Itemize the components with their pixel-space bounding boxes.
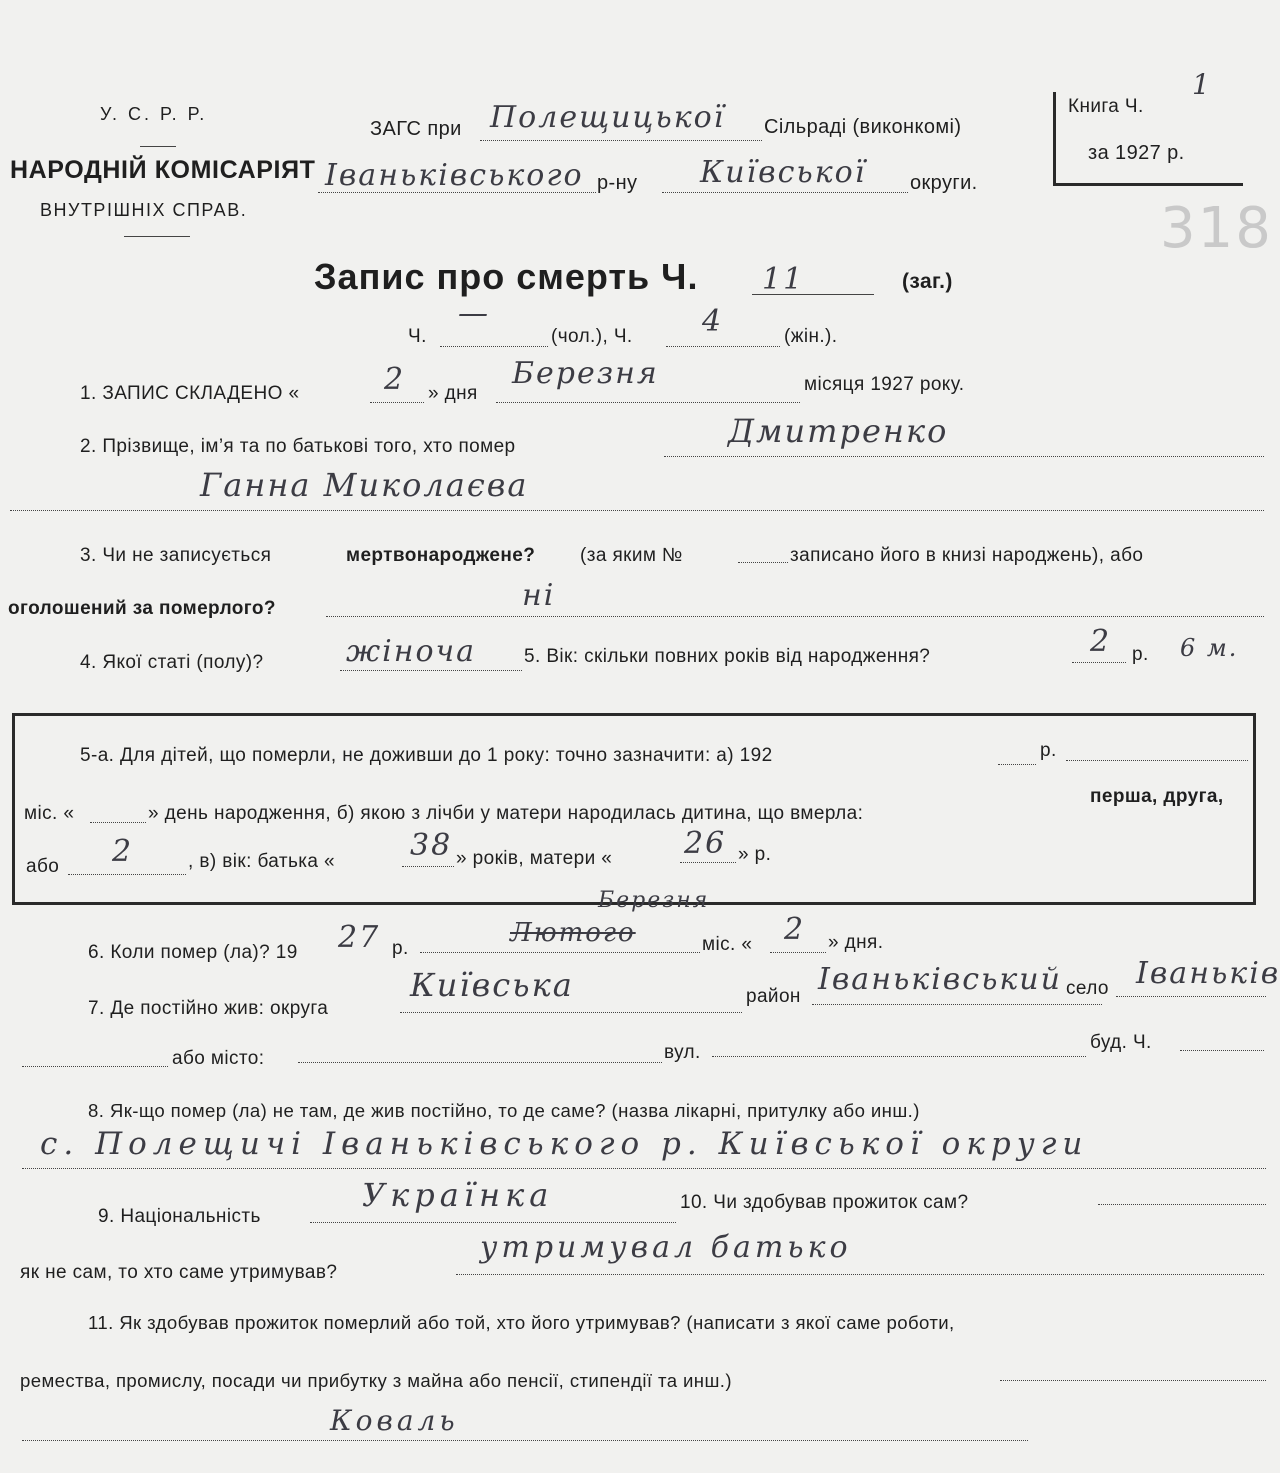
zags-prefix: ЗАГС при [370, 118, 462, 140]
zags-council-suffix: Сільраді (виконкомі) [764, 116, 962, 138]
title-suffix: (заг.) [902, 270, 953, 293]
q7-selo-handwritten: Іваньків [1136, 956, 1280, 991]
q10-supporter-handwritten: утримувал батько [480, 1230, 852, 1265]
q5-months-handwritten: 6 м. [1180, 634, 1239, 662]
q2-name-field [10, 510, 1264, 511]
q5a-line1: 5-а. Для дітей, що померли, не доживши до 1 року: точно зазначити: а) 192 [80, 745, 773, 766]
male-count-field [440, 346, 548, 347]
pencil-archive-number: 318 [1160, 196, 1273, 261]
q6-label: 6. Коли помер (ла)? 19 [88, 942, 298, 963]
q5a-line1-suffix: р. [1040, 740, 1057, 761]
title-number-handwritten: 11 [762, 262, 805, 297]
q6-month-handwritten: Березня [598, 888, 710, 913]
q5a-father-handwritten: 38 [410, 828, 453, 863]
q5a-mother-handwritten: 26 [684, 826, 727, 861]
q8-answer-field [22, 1168, 1266, 1169]
q1-suffix: місяця 1927 року. [804, 374, 965, 395]
q3-label-c: (за яким № [580, 545, 683, 566]
q7-house-field [1180, 1050, 1264, 1051]
q5a-line2-c: перша, друга, [1090, 786, 1224, 807]
q5a-order-handwritten: 2 [112, 834, 134, 869]
q3-answer-field [326, 616, 1264, 617]
q7-raion-handwritten: Іваньківський [818, 962, 1062, 997]
female-count-handwritten: 4 [702, 304, 724, 339]
q10-line2: як не сам, то хто саме утримував? [20, 1262, 338, 1283]
q7-city-label: або місто: [172, 1048, 265, 1069]
q5a-year-rest-field [1066, 760, 1248, 761]
q9-answer-field [310, 1222, 676, 1223]
q5a-line3-a: або [26, 856, 60, 877]
q6-day-field [770, 952, 826, 953]
q5a-father-field [402, 866, 454, 867]
q10-supporter-field [456, 1274, 1264, 1275]
q3-number-field [738, 562, 788, 563]
q3-answer-handwritten: ні [522, 578, 556, 613]
zags-district-handwritten: Іваньківського [325, 158, 584, 193]
zags-district-suffix: р-ну [597, 172, 638, 194]
zags-okruga-suffix: округи. [910, 172, 978, 194]
q7-okruga-field [400, 1012, 742, 1013]
book-box-border-bottom [1053, 183, 1243, 186]
q6-suffix: » дня. [828, 932, 884, 953]
q11-line2-field [1000, 1380, 1266, 1381]
book-year: за 1927 р. [1088, 142, 1185, 164]
q7-raion-field [812, 1004, 1102, 1005]
male-count-handwritten: — [458, 296, 490, 331]
q11-answer-field [22, 1440, 1028, 1441]
book-box-border-left [1053, 92, 1056, 186]
q5-years-handwritten: 2 [1090, 624, 1112, 659]
q5a-line3-b: , в) вік: батька « [188, 851, 335, 872]
q6-mid: міс. « [702, 934, 753, 955]
q7-selo-label: село [1066, 978, 1109, 999]
q7-city-field [298, 1062, 662, 1063]
q10-label: 10. Чи здобував прожиток сам? [680, 1192, 969, 1213]
q6-month-field [420, 952, 700, 953]
q3-label-a: 3. Чи не записується [80, 545, 272, 566]
q5-years-unit: р. [1132, 644, 1149, 665]
q6-year-handwritten: 27 [338, 920, 381, 955]
q7-label: 7. Де постійно жив: округа [88, 998, 329, 1019]
q11-answer-handwritten: Коваль [330, 1404, 459, 1437]
q6-day-handwritten: 2 [784, 912, 806, 947]
q7-prefix-field [22, 1066, 168, 1067]
q11-line1: 11. Як здобував прожиток померлий або той, хто його утримував? (написати з якої саме роботи, [88, 1312, 955, 1333]
q5a-mother-field [680, 862, 736, 863]
page-title: Запис про смерть Ч. [314, 256, 699, 297]
zags-council-field [480, 140, 762, 141]
q1-month-field [496, 402, 800, 403]
q3-label-stillborn: мертвонароджене? [346, 545, 536, 566]
q2-name-handwritten: Ганна Миколаєва [200, 466, 529, 504]
zags-council-handwritten: Полещицької [490, 100, 726, 135]
zags-okruga-handwritten: Київської [700, 155, 867, 190]
header-department: ВНУТРІШНІХ СПРАВ. [40, 200, 248, 220]
book-label: Книга Ч. [1068, 96, 1144, 117]
q7-house-label: буд. Ч. [1090, 1032, 1152, 1053]
q6-month-crossed-handwritten: Лютого [510, 918, 636, 948]
q2-surname-handwritten: Дмитренко [728, 412, 949, 450]
q5a-line2-b: » день народження, б) якою з лічби у матери народилась дитина, що вмерла: [148, 803, 864, 824]
q9-answer-handwritten: Українка [362, 1176, 554, 1214]
book-number-handwritten: 1 [1192, 68, 1212, 101]
header-ussr: У. С. Р. Р. [100, 104, 208, 124]
q10-answer-field [1098, 1204, 1266, 1205]
q5-label: 5. Вік: скільки повних років від народження? [524, 646, 931, 667]
subtitle-ch: Ч. [408, 326, 427, 347]
header-commissariat: НАРОДНІЙ КОМІСАРІЯТ [10, 156, 316, 184]
q5a-year-field [998, 764, 1036, 765]
q8-label: 8. Як-що помер (ла) не там, де жив постійно, то де саме? (назва лікарні, притулку або инш.) [88, 1100, 920, 1121]
female-count-field [666, 346, 780, 347]
q4-sex-field [340, 670, 522, 671]
q7-street-field [712, 1056, 1086, 1057]
q5-years-field [1072, 662, 1126, 663]
header-divider-2 [124, 236, 190, 237]
q2-label: 2. Прізвище, ім’я та по батькові того, хто помер [80, 436, 516, 457]
q5a-order-field [68, 874, 186, 875]
q1-day-field [370, 402, 424, 403]
q11-line2: ремества, промислу, посади чи прибутку з майна або пенсії, стипендії та инш.) [20, 1370, 732, 1391]
q7-raion-label: район [746, 986, 801, 1007]
q2-surname-field [664, 456, 1264, 457]
q7-selo-field [1116, 996, 1266, 997]
q5a-line3-c: » років, матери « [456, 848, 613, 869]
q6-year-unit: р. [392, 938, 409, 959]
header-divider [140, 146, 176, 147]
q1-day-handwritten: 2 [384, 362, 406, 397]
q4-sex-handwritten: жіноча [346, 634, 477, 669]
q5a-month-field [90, 822, 146, 823]
q5a-line3-d: » р. [738, 844, 772, 865]
q1-label: 1. ЗАПИС СКЛАДЕНО « [80, 383, 300, 404]
q9-label: 9. Національність [98, 1206, 261, 1227]
zags-okruga-field [662, 192, 908, 193]
q7-street-label: вул. [664, 1042, 701, 1063]
q8-answer-handwritten: с. Полещичі Іваньківського р. Київської округи [40, 1126, 1089, 1162]
female-count-label: (жін.). [784, 326, 838, 347]
q4-label: 4. Якої статі (полу)? [80, 652, 264, 673]
q3-label-d: записано його в книзі народжень), або [790, 545, 1144, 566]
q1-mid: » дня [428, 383, 478, 404]
q5a-line2-a: міс. « [24, 803, 75, 824]
q3-label-declared: оголошений за померлого? [8, 598, 276, 619]
q7-okruga-handwritten: Київська [410, 966, 574, 1004]
male-count-label: (чол.), Ч. [551, 326, 633, 347]
q1-month-handwritten: Березня [512, 356, 659, 391]
